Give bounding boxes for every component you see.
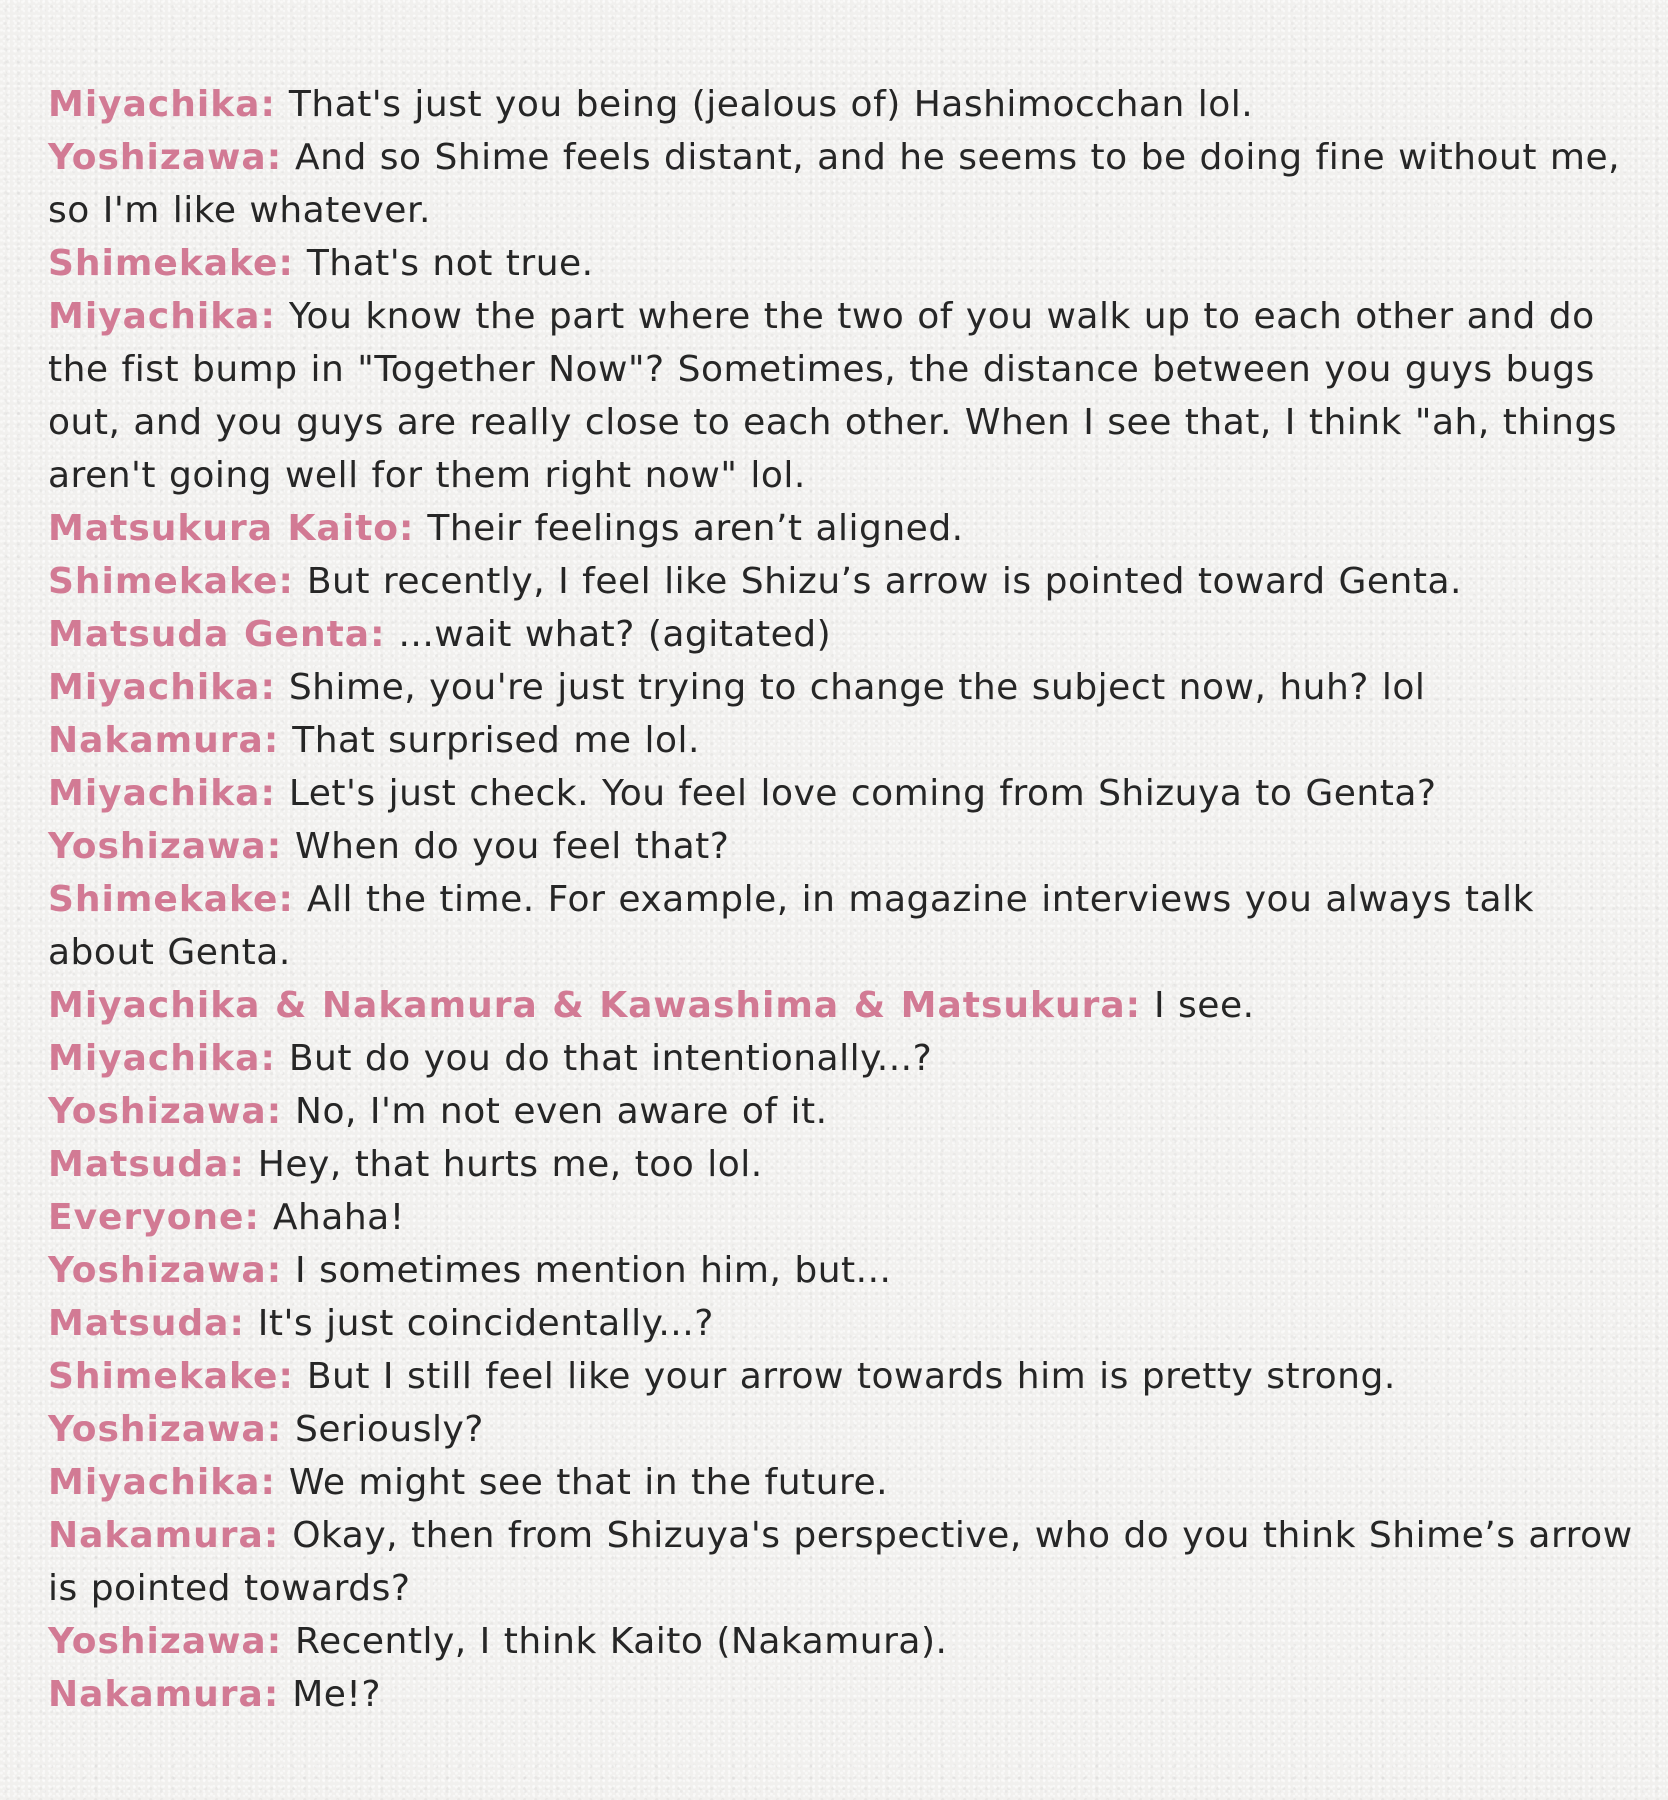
- speaker-name: Miyachika:: [48, 296, 276, 337]
- speaker-name: Matsuda:: [48, 1144, 245, 1185]
- dialogue-line: [48, 767, 1638, 820]
- dialogue-text: You know the part where the two of you walk up to each other and do the fist bump in "Together Now"? Sometimes, the distance between you guys bugs out, and you guys are really close to each other. When I see that, I think "ah, things aren't going well for them right now" lol.: [48, 296, 1618, 496]
- speaker-name: Nakamura:: [48, 1515, 280, 1556]
- dialogue-text: All the time. For example, in magazine interviews you always talk about Genta.: [48, 879, 1534, 973]
- speaker-name: Yoshizawa:: [48, 1250, 283, 1291]
- dialogue-text: And so Shime feels distant, and he seems to be doing fine without me, so I'm like whatever.: [48, 137, 1621, 231]
- dialogue-text: ...wait what? (agitated): [398, 614, 832, 655]
- dialogue-text: But do you do that intentionally...?: [288, 1038, 933, 1079]
- dialogue-text: Ahaha!: [272, 1197, 405, 1238]
- speaker-name: Nakamura:: [48, 720, 280, 761]
- speaker-name: Yoshizawa:: [48, 1621, 283, 1662]
- dialogue-text: Me!?: [292, 1674, 381, 1715]
- speaker-name: Everyone:: [48, 1197, 260, 1238]
- dialogue-line: [48, 1456, 1638, 1509]
- dialogue-text: We might see that in the future.: [288, 1462, 889, 1503]
- dialogue-line: [48, 1509, 1638, 1615]
- dialogue-line: [48, 502, 1638, 555]
- speaker-name: Yoshizawa:: [48, 826, 283, 867]
- dialogue-line: [48, 1668, 1638, 1721]
- speaker-name: Miyachika:: [48, 1462, 276, 1503]
- dialogue-line: [48, 661, 1638, 714]
- speaker-name: Miyachika & Nakamura & Kawashima & Matsukura:: [48, 985, 1142, 1026]
- speaker-name: Yoshizawa:: [48, 137, 283, 178]
- dialogue-text: I sometimes mention him, but...: [295, 1250, 892, 1291]
- dialogue-text: No, I'm not even aware of it.: [295, 1091, 828, 1132]
- dialogue-text: Let's just check. You feel love coming from Shizuya to Genta?: [288, 773, 1437, 814]
- dialogue-line: [48, 1350, 1638, 1403]
- dialogue-text: I see.: [1153, 985, 1255, 1026]
- dialogue-line: [48, 1191, 1638, 1244]
- speaker-name: Miyachika:: [48, 773, 276, 814]
- dialogue-line: [48, 237, 1638, 290]
- speaker-name: Shimekake:: [48, 879, 294, 920]
- dialogue-line: [48, 1297, 1638, 1350]
- dialogue-line: [48, 979, 1638, 1032]
- speaker-name: Miyachika:: [48, 667, 276, 708]
- speaker-name: Miyachika:: [48, 1038, 276, 1079]
- dialogue-line: [48, 1138, 1638, 1191]
- speaker-name: Yoshizawa:: [48, 1409, 283, 1450]
- dialogue-line: [48, 608, 1638, 661]
- speaker-name: Matsuda Genta:: [48, 614, 386, 655]
- dialogue-line: [48, 131, 1638, 237]
- dialogue-text: Hey, that hurts me, too lol.: [257, 1144, 763, 1185]
- speaker-name: Matsuda:: [48, 1303, 245, 1344]
- dialogue-text: That surprised me lol.: [292, 720, 700, 761]
- speaker-name: Shimekake:: [48, 561, 294, 602]
- dialogue-line: [48, 1403, 1638, 1456]
- dialogue-line: [48, 555, 1638, 608]
- dialogue-line: [48, 1032, 1638, 1085]
- speaker-name: Nakamura:: [48, 1674, 280, 1715]
- dialogue-text: But I still feel like your arrow towards him is pretty strong.: [306, 1356, 1396, 1397]
- dialogue-text: It's just coincidentally...?: [257, 1303, 714, 1344]
- speaker-name: Matsukura Kaito:: [48, 508, 415, 549]
- dialogue-text: Shime, you're just trying to change the subject now, huh? lol: [288, 667, 1426, 708]
- speaker-name: Shimekake:: [48, 1356, 294, 1397]
- dialogue-line: [48, 290, 1638, 502]
- speaker-name: Miyachika:: [48, 84, 276, 125]
- dialogue-text: But recently, I feel like Shizu’s arrow is pointed toward Genta.: [306, 561, 1462, 602]
- dialogue-text: That's not true.: [306, 243, 594, 284]
- dialogue-line: [48, 1085, 1638, 1138]
- dialogue-text: Recently, I think Kaito (Nakamura).: [295, 1621, 948, 1662]
- transcript: [48, 78, 1638, 1721]
- dialogue-line: [48, 714, 1638, 767]
- dialogue-line: [48, 820, 1638, 873]
- dialogue-text: That's just you being (jealous of) Hashimocchan lol.: [288, 84, 1254, 125]
- speaker-name: Shimekake:: [48, 243, 294, 284]
- dialogue-line: [48, 78, 1638, 131]
- dialogue-text: Seriously?: [295, 1409, 484, 1450]
- dialogue-line: [48, 873, 1638, 979]
- speaker-name: Yoshizawa:: [48, 1091, 283, 1132]
- dialogue-text: Their feelings aren’t aligned.: [427, 508, 964, 549]
- dialogue-text: When do you feel that?: [295, 826, 730, 867]
- dialogue-line: [48, 1615, 1638, 1668]
- dialogue-line: [48, 1244, 1638, 1297]
- dialogue-text: Okay, then from Shizuya's perspective, who do you think Shime’s arrow is pointed towards?: [48, 1515, 1633, 1609]
